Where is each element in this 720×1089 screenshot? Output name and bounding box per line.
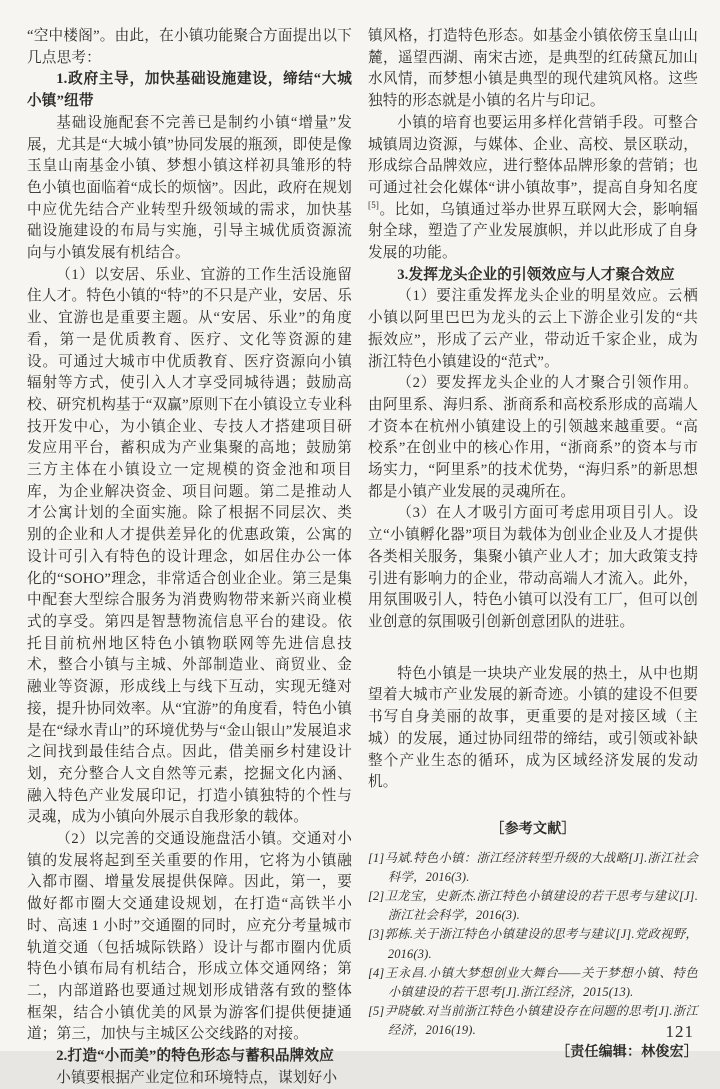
reference-item: [1]马斌.特色小镇：浙江经济转型升级的大战略[J].浙江社会科学，2016(3). (368, 850, 698, 884)
body-paragraph: 基础设施配套不完善已是制约小镇“增量”发展，尤其是“大城小镇”协同发展的瓶颈，即使是像玉皇山南基金小镇、梦想小镇这样初具雏形的特色小镇也面临着“成长的烦恼”。因此，政府在规划中应优先结合产业转型升级领域的需求，加快基础设施建设的布局与实施，引导主城优质资源流向与小镇发展有机结合。 (27, 114, 352, 262)
right-column-body (368, 26, 698, 794)
body-paragraph: 镇风格，打造特色形态。如基金小镇依傍玉皇山山麓，遥望西湖、南宋古迹，是典型的红砖黛瓦加山水风情，而梦想小镇是典型的现代建筑风格。这些独特的形态就是小镇的名片与印记。 (368, 28, 698, 110)
left-column (27, 26, 352, 1086)
body-paragraph: （2）要发挥龙头企业的人才聚合引领作用。由阿里系、海归系、浙商系和高校系形成的高端人才资本在杭州小镇建设上的引领越来越重要。“高校系”在创业中的核心作用，“浙商系”的资本与市场实力，“阿里系”的技术优势，“海归系”的新思想都是小镇产业发展的灵魂所在。 (368, 375, 698, 500)
reference-item: [5]尹晓敏.对当前浙江特色小镇建设存在问题的思考[J].浙江经济，2016(19). (368, 1004, 698, 1038)
editor-credit: ［责任编辑：林俊宏］ (556, 1042, 698, 1059)
body-paragraph: “空中楼阁”。由此，在小镇功能聚合方面提出以下几点思考： (27, 28, 352, 66)
body-paragraph: （1）要注重发挥龙头企业的明星效应。云栖小镇以阿里巴巴为龙头的云上下游企业引发的“共振效应”，形成了云产业，带动近千家企业，成为浙江特色小镇建设的“范式”。 (368, 288, 698, 370)
body-paragraph: 小镇的培育也要运用多样化营销手段。可整合城镇周边资源，与媒体、企业、高校、景区联动，形成综合品牌效应，进行整体品牌形象的营销；也可通过社会化媒体“讲小镇故事”，提高自身知名度[5]。比如，乌镇通过举办世界互联网大会，影响辐射全球，塑造了产业发展旗帜，并以此形成了自身发展的功能。 (368, 114, 698, 262)
reference-item: [3]郭栋.关于浙江特色小镇建设的思考与建议[J].党政视野，2016(3). (368, 927, 698, 961)
body-paragraph: 小镇要根据产业定位和环境特点，谋划好小 (56, 1069, 338, 1086)
footnote-marker: [5] (368, 199, 380, 210)
reference-item: [4]王永昌.小镇大梦想创业大舞台——关于梦想小镇、特色小镇建设的若干思考[J].浙江经济，2015(13). (368, 965, 698, 1000)
section-heading: 1.政府主导，加快基础设施建设，缔结“大城小镇”纽带 (27, 71, 352, 110)
body-paragraph: （2）以完善的交通设施盘活小镇。交通对小镇的发展将起到至关重要的作用，它将为小镇融入都市圈、增量发展提供保障。因此，第一，要做好都市圈大交通建设规划，在打造“高铁半小时、高速 1 小时”交通圈的同时，应充分考量城市轨道交通（包括城际铁路）设计与都市圈内优质特色小镇布局有机结合，形成立体交通网络；第二，内部道路也要通过规划形成错落有致的整体框架，结合小镇优美的风景为游客们提供便捷通道；第三，加快与主城区公交线路的对接。 (27, 831, 352, 1043)
reference-item: [2]卫龙宝，史新杰.浙江特色小镇建设的若干思考与建议[J].浙江社会科学，2016(3). (368, 889, 698, 923)
section-heading: 2.打造“小而美”的特色形态与蓄积品牌效应 (56, 1048, 335, 1065)
page-number: 121 (665, 1022, 694, 1041)
body-paragraph: （3）在人才吸引方面可考虑用项目引人。设立“小镇孵化器”项目为载体为创业企业及人才提供各类相关服务，集聚小镇产业人才；加大政策支持引进有影响力的企业，带动高端人才流入。此外，用氛围吸引人，特色小镇可以没有工厂，但可以创业创意的氛围吸引创新创意团队的进驻。 (368, 505, 698, 630)
section-heading: 3.发挥龙头企业的引领效应与人才聚合效应 (397, 266, 675, 283)
body-paragraph: 特色小镇是一块块产业发展的热土，从中也期望着大城市产业发展的新奇迹。小镇的建设不但要书写自身美丽的故事，更重要的是对接区域（主城）的发展，通过协同纽带的缔结，或引领或补缺整个产业生态的循环，成为区域经济发展的发动机。 (368, 665, 698, 791)
body-paragraph: （1）以安居、乐业、宜游的工作生活设施留住人才。特色小镇的“特”的不只是产业，安居、乐业、宜游也是重要主题。从“安居、乐业”的角度看，第一是优质教育、医疗、文化等资源的建设。可通过大城市中优质教育、医疗资源向小镇辐射等方式，使引入人才享受同城待遇；鼓励高校、研究机构基于“双赢”原则下在小镇设立专业科技开发中心，为小镇企业、专技人才搭建项目研发应用平台，蓄积成为产业集聚的高地；鼓励第三方主体在小镇设立一定规模的资金池和项目库，为企业解决资金、项目问题。第二是推动人才公寓计划的全面实施。除了根据不同层次、类别的企业和人才提供差异化的优惠政策，公寓的设计可引入有特色的设计理念，如居住办公一体化的“SOHO”理念，非常适合创业企业。第三是集中配套大型综合服务为消费购物带来新兴商业模式的享受。第四是智慧物流信息平台的建设。依托目前杭州地区特色小镇物联网等先进信息技术，整合小镇与主城、外部制造业、商贸业、金融业等资源，形成线上与线下互动，实现无缝对接，提升协同效率。从“宜游”的角度看，特色小镇是在“绿水青山”的环境优势与“金山银山”发展追求之间找到最佳结合点。因此，借美丽乡村建设计划，充分整合人文自然等元素，挖掘文化内涵、融入特色产业发展印记，打造小镇独特的个性与灵魂，成为小镇向外展示自我形象的载体。 (27, 266, 352, 826)
references-section (368, 818, 698, 1041)
references-list (368, 849, 698, 1041)
references-title: ［参考文献］ (490, 819, 576, 836)
